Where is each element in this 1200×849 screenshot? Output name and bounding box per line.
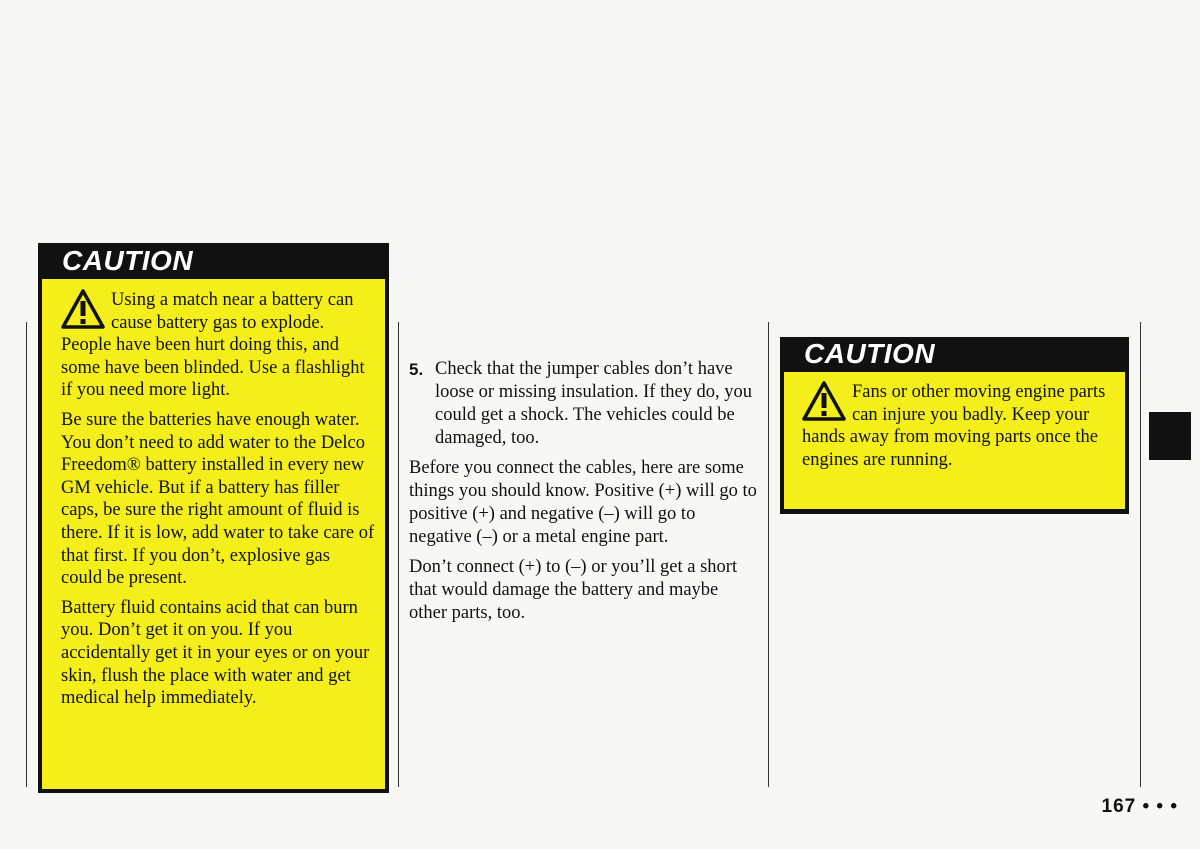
caution-header-right: CAUTION — [804, 338, 936, 369]
column-rule-right — [1140, 322, 1141, 787]
step-5 — [409, 358, 759, 450]
caution-left-paragraph-1: Using a match near a battery can cause battery gas to explode. People have been hurt doing this, and some have been blinded. Use a flashlight if you need more light. — [61, 290, 365, 401]
column-rule-middle-right — [768, 322, 769, 787]
column-rule-left — [26, 322, 27, 787]
step-text: Check that the jumper cables don’t have loose or missing insulation. If they do, you could get a shock. The vehicles could be damaged, too. — [435, 359, 753, 448]
caution-box-right — [780, 337, 1129, 514]
middle-paragraph-2: Don’t connect (+) to (–) or you’ll get a short that would damage the battery and maybe other parts, too. — [409, 557, 738, 623]
caution-box-left — [38, 243, 389, 793]
section-tab-marker — [1149, 412, 1191, 460]
caution-header-left: CAUTION — [62, 245, 194, 276]
page-number: 167 • • • — [1101, 796, 1178, 817]
caution-body-right — [784, 372, 1125, 509]
caution-left-paragraph-3: Battery fluid contains acid that can burn you. Don’t get it on you. If you accidentally get it in your eyes or on your skin, flush the place with water and get medical help immediately. — [61, 597, 370, 709]
middle-paragraph-1: Before you connect the cables, here are some things you should know. Positive (+) will go to positive (+) and negative (–) will go to negative (–) or a metal engine part. — [409, 458, 757, 547]
middle-column — [409, 358, 759, 632]
caution-right-paragraph-1: Fans or other moving engine parts can injure you badly. Keep your hands away from moving parts once the engines are running. — [802, 382, 1106, 470]
warning-triangle-icon — [802, 381, 846, 421]
caution-left-paragraph-2: Be sure the batteries have enough water. You don’t need to add water to the Delco Freedom® battery installed in every new GM vehicle. But if a battery has filler caps, be sure the right amount of fluid is there. If it is low, add water to take care of that first. If you don’t, explosive gas could be present. — [61, 409, 375, 589]
warning-triangle-icon — [61, 289, 105, 329]
step-number: 5. — [409, 360, 424, 379]
column-rule-middle-left — [398, 322, 399, 787]
caution-body-left — [42, 279, 385, 789]
